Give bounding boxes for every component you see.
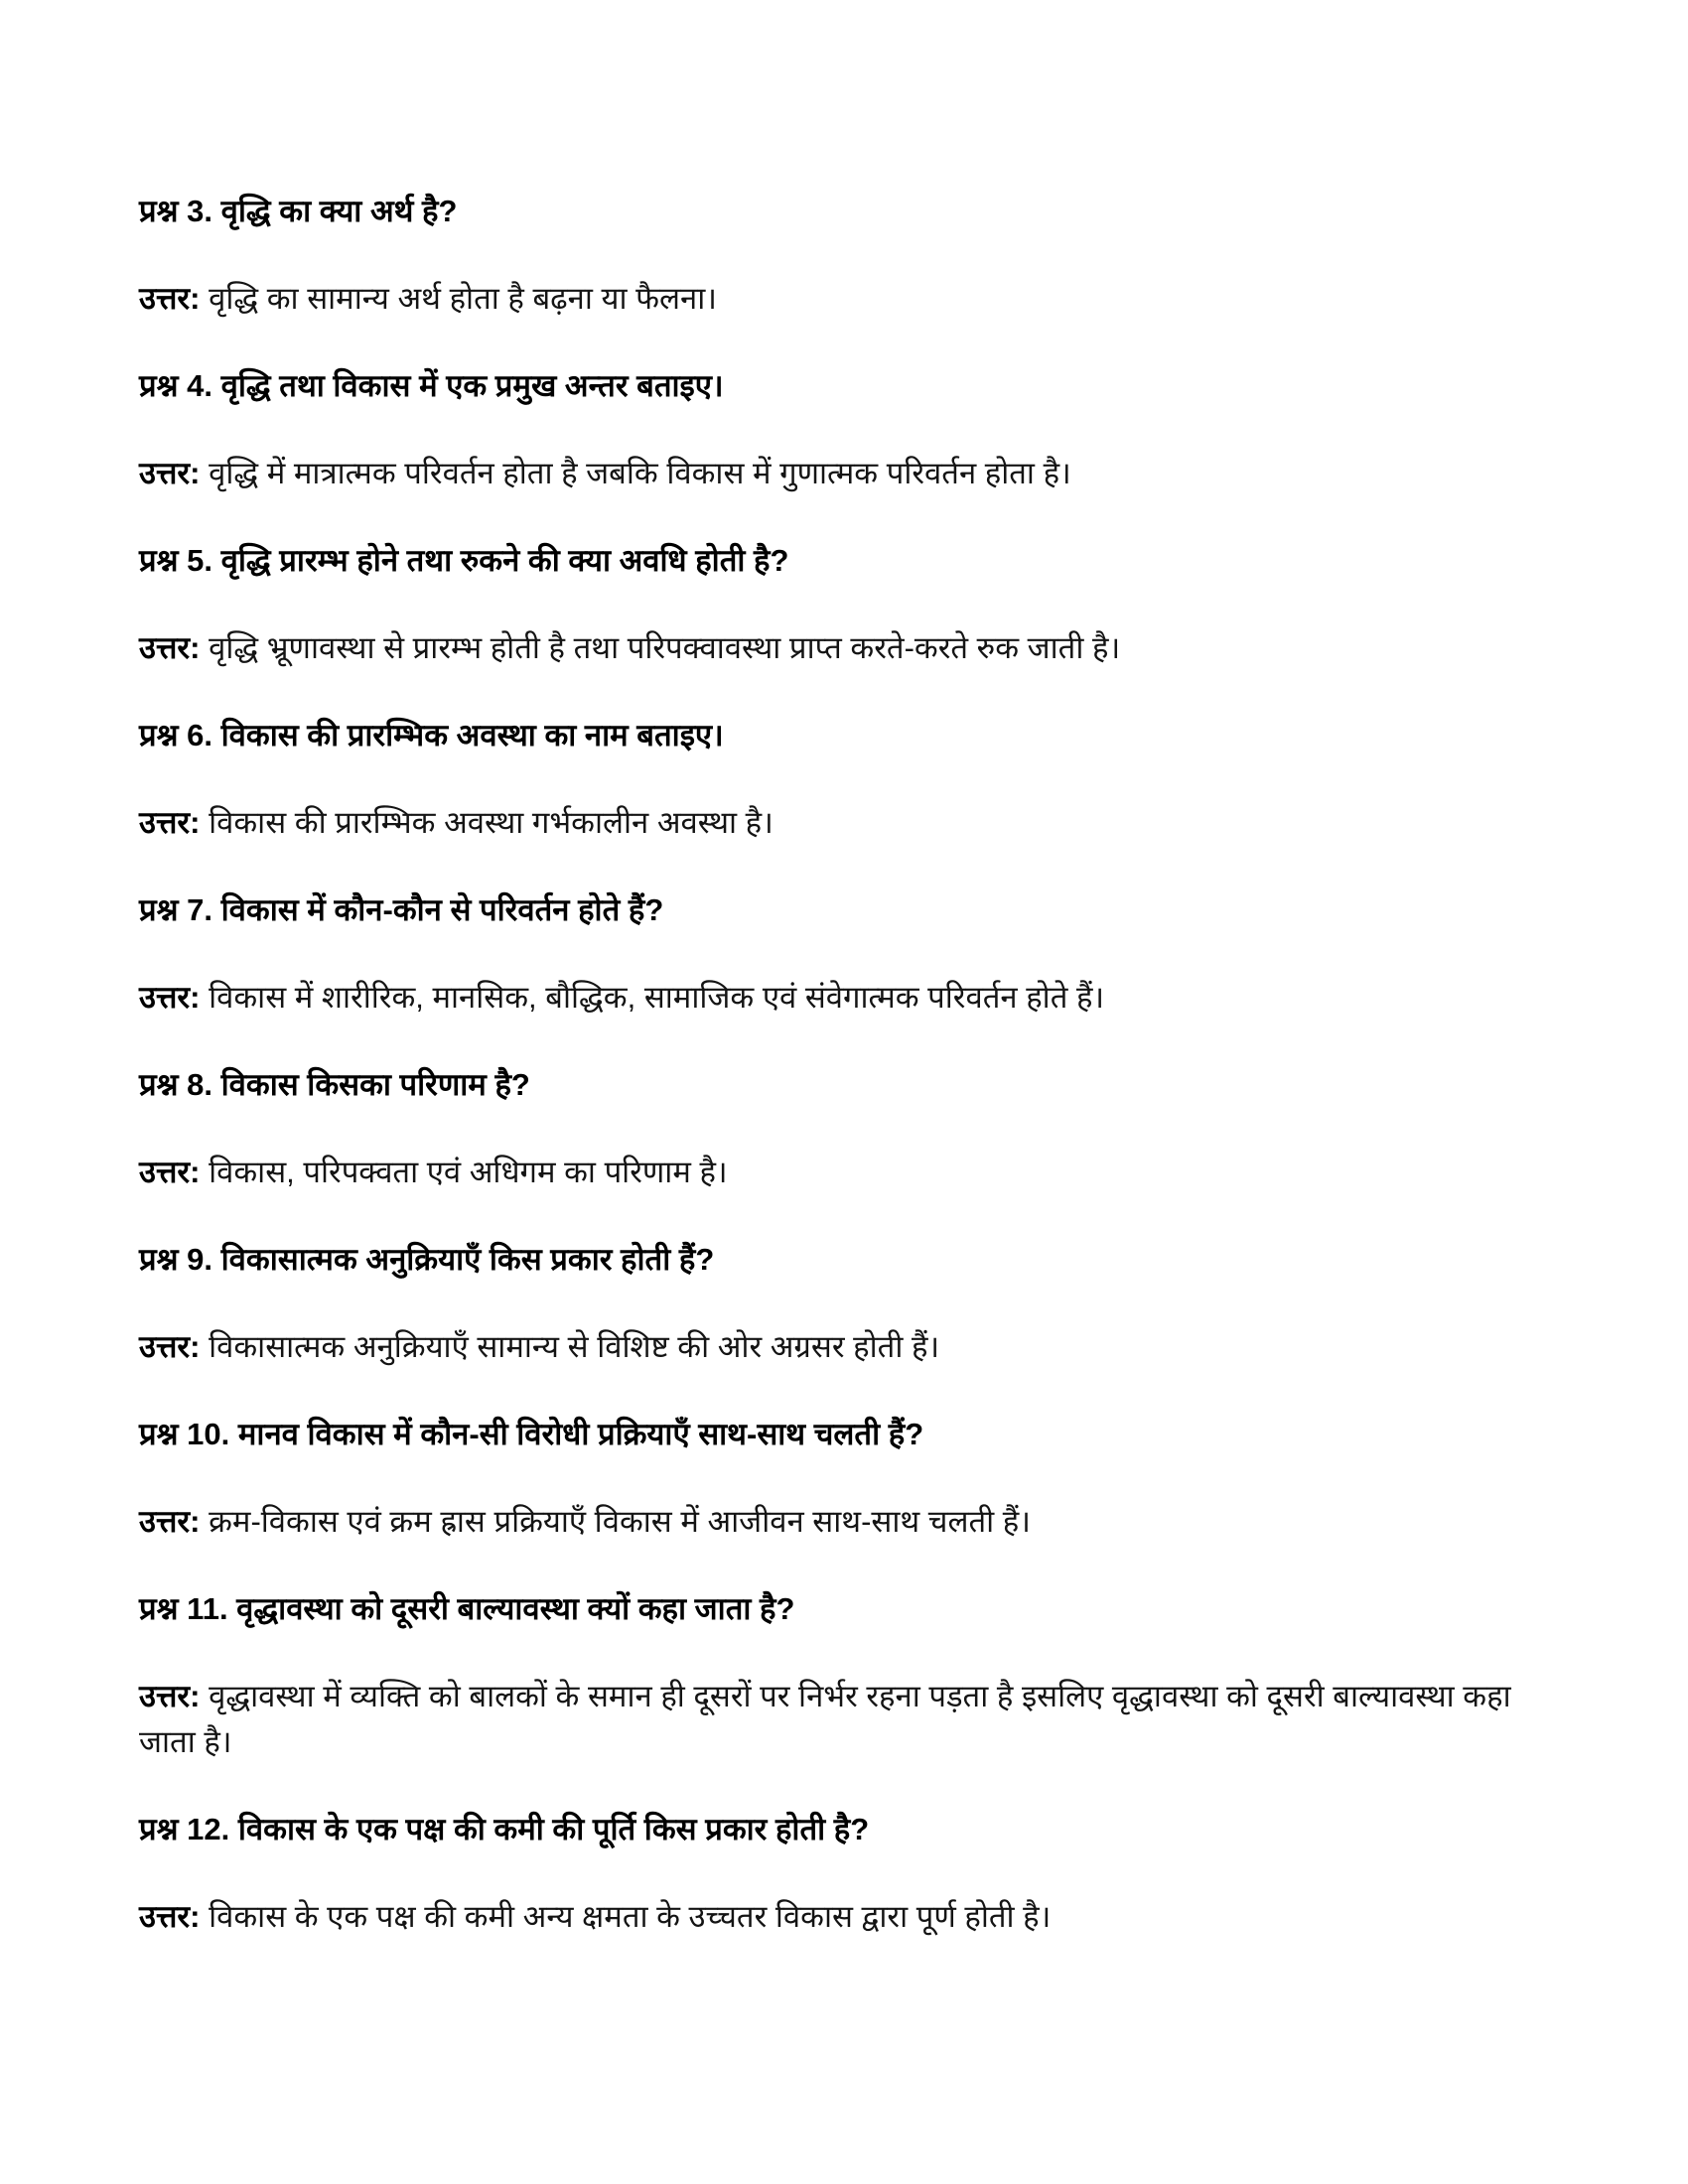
answer-text: विकास, परिपक्वता एवं अधिगम का परिणाम है। bbox=[209, 1155, 728, 1189]
question-heading: प्रश्न 7. विकास में कौन-कौन से परिवर्तन होते हैं? bbox=[139, 892, 664, 927]
answer-paragraph bbox=[139, 1324, 1549, 1370]
answer-text: विकासात्मक अनुक्रियाएँ सामान्य से विशिष्ट की ओर अग्रसर होती हैं। bbox=[209, 1329, 940, 1364]
answer-paragraph bbox=[139, 800, 1549, 846]
qa-item bbox=[139, 1062, 1549, 1195]
answer-paragraph bbox=[139, 975, 1549, 1021]
question-heading: प्रश्न 10. मानव विकास में कौन-सी विरोधी प्रक्रियाएँ साथ-साथ चलती हैं? bbox=[139, 1417, 924, 1451]
answer-label: उत्तर: bbox=[139, 1899, 201, 1934]
qa-item bbox=[139, 713, 1549, 846]
answer-paragraph bbox=[139, 1499, 1549, 1545]
answer-text: वृद्धि भ्रूणावस्था से प्रारम्भ होती है तथा परिपक्वावस्था प्राप्त करते-करते रुक जाती है। bbox=[209, 630, 1121, 665]
answer-paragraph bbox=[139, 1894, 1549, 1940]
qa-item bbox=[139, 1412, 1549, 1545]
answer-label: उत्तर: bbox=[139, 1504, 201, 1539]
answer-label: उत्तर: bbox=[139, 1679, 201, 1713]
answer-label: उत्तर: bbox=[139, 1329, 201, 1364]
answer-text: विकास में शारीरिक, मानसिक, बौद्धिक, सामाजिक एवं संवेगात्मक परिवर्तन होते हैं। bbox=[209, 980, 1105, 1015]
answer-label: उत्तर: bbox=[139, 630, 201, 665]
question-heading: प्रश्न 6. विकास की प्रारम्भिक अवस्था का नाम बताइए। bbox=[139, 718, 724, 752]
qa-item bbox=[139, 887, 1549, 1021]
qa-item bbox=[139, 538, 1549, 671]
question-heading: प्रश्न 3. वृद्धि का क्या अर्थ है? bbox=[139, 194, 458, 228]
answer-paragraph bbox=[139, 451, 1549, 496]
question-heading: प्रश्न 9. विकासात्मक अनुक्रियाएँ किस प्रकार होती हैं? bbox=[139, 1242, 715, 1277]
answer-text: विकास के एक पक्ष की कमी अन्य क्षमता के उच्चतर विकास द्वारा पूर्ण होती है। bbox=[209, 1899, 1052, 1934]
answer-label: उत्तर: bbox=[139, 980, 201, 1015]
question-heading: प्रश्न 5. वृद्धि प्रारम्भ होने तथा रुकने की क्या अवधि होती है? bbox=[139, 543, 789, 578]
answer-text: वृद्धावस्था में व्यक्ति को बालकों के समान ही दूसरों पर निर्भर रहना पड़ता है इसलिए वृद्धावस्था को दूसरी बाल्यावस्था कहा जाता है। bbox=[139, 1679, 1511, 1759]
answer-label: उत्तर: bbox=[139, 281, 201, 316]
answer-label: उत्तर: bbox=[139, 805, 201, 840]
question-heading: प्रश्न 4. वृद्धि तथा विकास में एक प्रमुख अन्तर बताइए। bbox=[139, 368, 724, 403]
answer-paragraph bbox=[139, 625, 1549, 671]
answer-paragraph bbox=[139, 1150, 1549, 1195]
answer-text: विकास की प्रारम्भिक अवस्था गर्भकालीन अवस्था है। bbox=[209, 805, 774, 840]
answer-paragraph bbox=[139, 276, 1549, 322]
answer-paragraph bbox=[139, 1674, 1549, 1765]
answer-text: वृद्धि का सामान्य अर्थ होता है बढ़ना या फैलना। bbox=[209, 281, 717, 316]
question-heading: प्रश्न 12. विकास के एक पक्ष की कमी की पूर्ति किस प्रकार होती है? bbox=[139, 1812, 870, 1846]
answer-label: उत्तर: bbox=[139, 1155, 201, 1189]
qa-item bbox=[139, 1237, 1549, 1370]
question-heading: प्रश्न 11. वृद्धावस्था को दूसरी बाल्यावस्था क्यों कहा जाता है? bbox=[139, 1591, 795, 1626]
answer-text: क्रम-विकास एवं क्रम ह्रास प्रक्रियाएँ विकास में आजीवन साथ-साथ चलती हैं। bbox=[209, 1504, 1032, 1539]
answer-label: उत्तर: bbox=[139, 456, 201, 490]
qa-item bbox=[139, 1586, 1549, 1765]
qa-item bbox=[139, 1807, 1549, 1940]
qa-item bbox=[139, 363, 1549, 496]
question-heading: प्रश्न 8. विकास किसका परिणाम है? bbox=[139, 1067, 530, 1102]
answer-text: वृद्धि में मात्रात्मक परिवर्तन होता है जबकि विकास में गुणात्मक परिवर्तन होता है। bbox=[209, 456, 1071, 490]
qa-item bbox=[139, 189, 1549, 322]
